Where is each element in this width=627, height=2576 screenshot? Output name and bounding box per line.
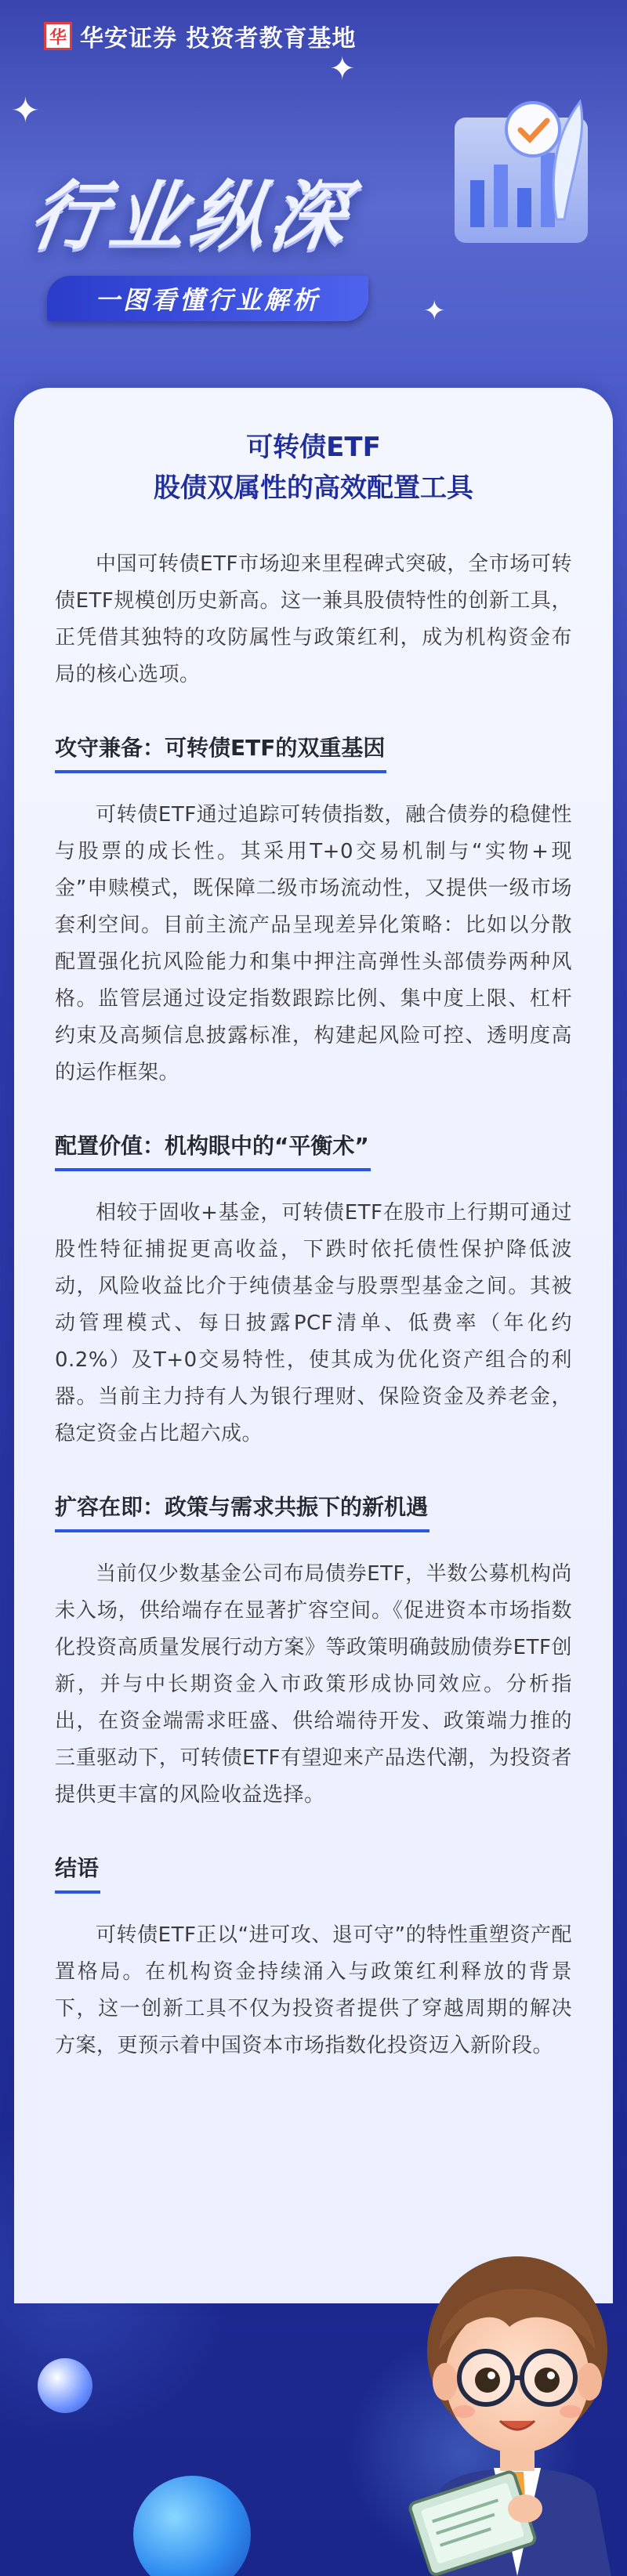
page-header	[0, 0, 627, 392]
sparkle-icon: ✦	[329, 51, 356, 87]
section-expansion	[55, 1492, 572, 1814]
brand-logo-icon: 华	[44, 22, 72, 50]
mascot-illustration	[408, 2233, 627, 2576]
sparkle-icon: ✦	[11, 91, 40, 131]
report-board-icon	[439, 86, 603, 266]
section-allocation-value	[55, 1131, 572, 1453]
page-big-title: 行业纵深	[24, 172, 357, 260]
article-card	[14, 388, 613, 2303]
section-heading: 扩容在即：政策与需求共振下的新机遇	[55, 1492, 429, 1532]
section-body: 可转债ETF正以“进可攻、退可守”的特性重塑资产配置格局。在机构资金持续涌入与政策红利释放的背景下，这一创新工具不仅为投资者提供了穿越周期的解决方案，更预示着中国资本市场指数化投资迈入新阶段。	[55, 1923, 572, 2057]
section-dual-gene	[55, 733, 572, 1091]
brand-name: 华安证券 投资者教育基地	[80, 25, 357, 52]
article-title-line2: 股债双属性的高效配置工具	[154, 472, 473, 504]
section-heading: 结语	[55, 1853, 100, 1894]
background-bubble	[38, 2358, 92, 2413]
background-bubble	[133, 2476, 251, 2576]
checkmark-badge-icon	[506, 103, 560, 156]
sparkle-icon: ✦	[423, 295, 446, 327]
article-intro: 中国可转债ETF市场迎来里程碑式突破，全市场可转债ETF规模创历史新高。这一兼具股债特性的创新工具，正凭借其独特的攻防属性与政策红利，成为机构资金布局的核心选项。	[55, 552, 572, 686]
brand-bar	[44, 19, 356, 53]
section-body: 可转债ETF通过追踪可转债指数，融合债券的稳健性与股票的成长性。其采用T+0交易机制与“实物+现金”申赎模式，既保障二级市场流动性，又提供一级市场套利空间。目前主流产品呈现差异化策略：比如以分散配置强化抗风险能力和集中押注高弹性头部债券两种风格。监管层通过设定指数跟踪比例、集中度上限、杠杆约束及高频信息披露标准，构建起风险可控、透明度高的运作框架。	[55, 803, 572, 1084]
section-body: 当前仅少数基金公司布局债券ETF，半数公募机构尚未入场，供给端存在显著扩容空间。《促进资本市场指数化投资高质量发展行动方案》等政策明确鼓励债券ETF创新，并与中长期资金入市政策形成协同效应。分析指出，在资金端需求旺盛、供给端待开发、政策端力推的三重驱动下，可转债ETF有望迎来产品迭代潮，为投资者提供更丰富的风险收益选择。	[55, 1562, 572, 1807]
section-body: 相较于固收+基金，可转债ETF在股市上行期可通过股性特征捕捉更高收益，下跌时依托债性保护降低波动，风险收益比介于纯债基金与股票型基金之间。其被动管理模式、每日披露PCF清单、低费率（年化约0.2%）及T+0交易特性，使其成为优化资产组合的利器。当前主力持有人为银行理财、保险资金及养老金，稳定资金占比超六成。	[55, 1201, 572, 1445]
section-heading: 配置价值：机构眼中的“平衡术”	[55, 1131, 371, 1171]
page-subtitle: 一图看懂行业解析	[47, 276, 368, 321]
article-title-line1: 可转债ETF	[246, 432, 381, 463]
section-heading: 攻守兼备：可转债ETF的双重基因	[55, 733, 386, 773]
section-conclusion	[55, 1853, 572, 2064]
